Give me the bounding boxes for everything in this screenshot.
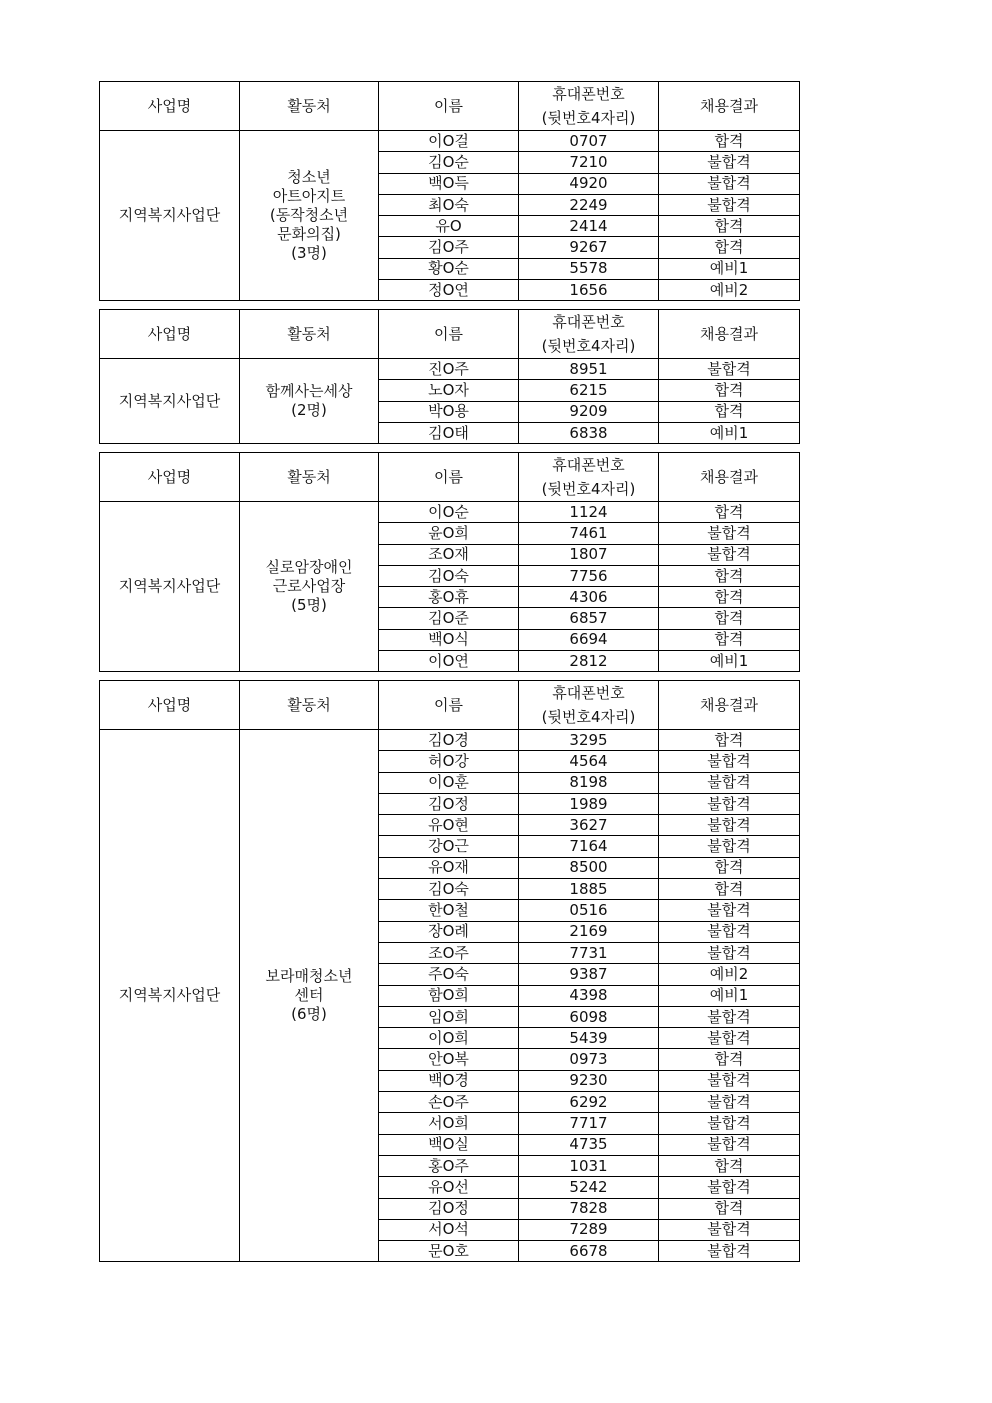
name-cell: 홍O주: [379, 1155, 519, 1176]
phone-cell: 6838: [519, 422, 659, 443]
header-phone-line1: 휴대폰번호: [552, 85, 625, 103]
phone-cell: 7828: [519, 1198, 659, 1219]
recruitment-result-table: [99, 680, 800, 1262]
phone-cell: 1124: [519, 502, 659, 523]
phone-cell: 7461: [519, 523, 659, 544]
header-phone-line1: 휴대폰번호: [552, 684, 625, 702]
phone-cell: 9230: [519, 1070, 659, 1091]
phone-cell: 6678: [519, 1241, 659, 1262]
header-phone: [519, 310, 659, 359]
name-cell: 이O훈: [379, 772, 519, 793]
header-result: 채용결과: [659, 310, 800, 359]
header-phone: [519, 82, 659, 131]
program-cell: 지역복지사업단: [100, 502, 240, 672]
header-phone-line1: 휴대폰번호: [552, 456, 625, 474]
name-cell: 윤O희: [379, 523, 519, 544]
name-cell: 김O순: [379, 152, 519, 173]
phone-cell: 6215: [519, 380, 659, 401]
result-cell: 합격: [659, 1049, 800, 1070]
name-cell: 유O선: [379, 1177, 519, 1198]
phone-cell: 6857: [519, 608, 659, 629]
phone-cell: 4564: [519, 751, 659, 772]
site-line: (5명): [291, 596, 327, 615]
name-cell: 김O숙: [379, 879, 519, 900]
result-cell: 불합격: [659, 152, 800, 173]
site-line: 센터: [294, 986, 324, 1005]
name-cell: 이O희: [379, 1028, 519, 1049]
program-cell: 지역복지사업단: [100, 730, 240, 1262]
name-cell: 김O정: [379, 1198, 519, 1219]
phone-cell: 7289: [519, 1219, 659, 1240]
header-program: 사업명: [100, 453, 240, 502]
result-cell: 합격: [659, 380, 800, 401]
result-cell: 합격: [659, 1155, 800, 1176]
name-cell: 이O연: [379, 651, 519, 672]
name-cell: 허O강: [379, 751, 519, 772]
site-line: 함께사는세상: [265, 382, 353, 401]
name-cell: 백O식: [379, 629, 519, 650]
table-row: [100, 359, 800, 380]
phone-cell: 1989: [519, 793, 659, 814]
name-cell: 김O주: [379, 237, 519, 258]
site-line: 근로사업장: [272, 577, 346, 596]
result-cell: 불합격: [659, 194, 800, 215]
header-site: 활동처: [240, 82, 379, 131]
name-cell: 최O숙: [379, 194, 519, 215]
result-cell: 불합격: [659, 1070, 800, 1091]
result-cell: 불합격: [659, 1028, 800, 1049]
site-line: 실로암장애인: [265, 558, 353, 577]
phone-cell: 1656: [519, 280, 659, 301]
name-cell: 임O희: [379, 1006, 519, 1027]
name-cell: 장O례: [379, 921, 519, 942]
phone-cell: 9387: [519, 964, 659, 985]
phone-cell: 4398: [519, 985, 659, 1006]
name-cell: 유O현: [379, 815, 519, 836]
result-cell: 불합격: [659, 1241, 800, 1262]
phone-cell: 8951: [519, 359, 659, 380]
result-cell: 예비1: [659, 651, 800, 672]
phone-cell: 2249: [519, 194, 659, 215]
phone-cell: 1031: [519, 1155, 659, 1176]
name-cell: 유O재: [379, 857, 519, 878]
site-line: (6명): [291, 1005, 327, 1024]
table-header-row: [100, 310, 800, 359]
site-cell: [240, 131, 379, 301]
result-cell: 합격: [659, 502, 800, 523]
phone-cell: 5578: [519, 258, 659, 279]
name-cell: 조O주: [379, 942, 519, 963]
header-name: 이름: [379, 681, 519, 730]
result-cell: 합격: [659, 879, 800, 900]
result-cell: 합격: [659, 608, 800, 629]
table-row: [100, 502, 800, 523]
table-header-row: [100, 681, 800, 730]
site-line: 문화의집): [277, 225, 341, 244]
recruitment-result-table: [99, 81, 800, 301]
result-cell: 불합격: [659, 921, 800, 942]
result-cell: 불합격: [659, 523, 800, 544]
name-cell: 백O경: [379, 1070, 519, 1091]
result-cell: 불합격: [659, 793, 800, 814]
header-result: 채용결과: [659, 82, 800, 131]
phone-cell: 3295: [519, 730, 659, 751]
phone-cell: 9209: [519, 401, 659, 422]
site-cell: [240, 502, 379, 672]
result-cell: 불합격: [659, 1113, 800, 1134]
phone-cell: 7756: [519, 565, 659, 586]
header-result: 채용결과: [659, 681, 800, 730]
header-site: 활동처: [240, 310, 379, 359]
name-cell: 주O숙: [379, 964, 519, 985]
table-header-row: [100, 82, 800, 131]
result-cell: 불합격: [659, 359, 800, 380]
result-cell: 불합격: [659, 1134, 800, 1155]
name-cell: 함O희: [379, 985, 519, 1006]
name-cell: 박O용: [379, 401, 519, 422]
result-cell: 불합격: [659, 1006, 800, 1027]
recruitment-result-table: [99, 452, 800, 672]
result-cell: 불합격: [659, 815, 800, 836]
recruitment-result-table: [99, 309, 800, 444]
phone-cell: 4920: [519, 173, 659, 194]
phone-cell: 4735: [519, 1134, 659, 1155]
header-program: 사업명: [100, 681, 240, 730]
program-cell: 지역복지사업단: [100, 131, 240, 301]
name-cell: 김O태: [379, 422, 519, 443]
result-cell: 예비1: [659, 985, 800, 1006]
result-cell: 합격: [659, 857, 800, 878]
name-cell: 김O준: [379, 608, 519, 629]
site-line: 청소년: [287, 168, 331, 187]
result-cell: 합격: [659, 131, 800, 152]
table-header-row: [100, 453, 800, 502]
phone-cell: 5242: [519, 1177, 659, 1198]
name-cell: 서O희: [379, 1113, 519, 1134]
phone-cell: 6292: [519, 1092, 659, 1113]
header-name: 이름: [379, 310, 519, 359]
phone-cell: 7210: [519, 152, 659, 173]
phone-cell: 0707: [519, 131, 659, 152]
phone-cell: 8500: [519, 857, 659, 878]
result-cell: 불합격: [659, 900, 800, 921]
result-cell: 불합격: [659, 1219, 800, 1240]
site-cell: [240, 359, 379, 444]
phone-cell: 2169: [519, 921, 659, 942]
header-phone: [519, 453, 659, 502]
phone-cell: 7717: [519, 1113, 659, 1134]
site-line: (2명): [291, 401, 327, 420]
result-cell: 불합격: [659, 173, 800, 194]
name-cell: 정O연: [379, 280, 519, 301]
result-cell: 불합격: [659, 1092, 800, 1113]
result-cell: 합격: [659, 237, 800, 258]
result-cell: 불합격: [659, 942, 800, 963]
result-cell: 예비1: [659, 258, 800, 279]
result-cell: 불합격: [659, 544, 800, 565]
header-site: 활동처: [240, 681, 379, 730]
header-phone-line2: (뒷번호4자리): [541, 480, 636, 498]
header-phone: [519, 681, 659, 730]
result-cell: 불합격: [659, 772, 800, 793]
header-result: 채용결과: [659, 453, 800, 502]
header-phone-line2: (뒷번호4자리): [541, 109, 636, 127]
result-cell: 합격: [659, 730, 800, 751]
result-cell: 불합격: [659, 751, 800, 772]
name-cell: 백O득: [379, 173, 519, 194]
name-cell: 유O: [379, 216, 519, 237]
result-cell: 예비2: [659, 280, 800, 301]
header-phone-line2: (뒷번호4자리): [541, 337, 636, 355]
header-phone-line2: (뒷번호4자리): [541, 708, 636, 726]
phone-cell: 8198: [519, 772, 659, 793]
name-cell: 이O순: [379, 502, 519, 523]
phone-cell: 0973: [519, 1049, 659, 1070]
name-cell: 한O철: [379, 900, 519, 921]
table-row: [100, 730, 800, 751]
site-line: 보라매청소년: [265, 967, 353, 986]
site-cell: [240, 730, 379, 1262]
phone-cell: 1807: [519, 544, 659, 565]
phone-cell: 9267: [519, 237, 659, 258]
result-cell: 불합격: [659, 1177, 800, 1198]
result-cell: 불합격: [659, 836, 800, 857]
phone-cell: 6098: [519, 1006, 659, 1027]
result-cell: 합격: [659, 401, 800, 422]
header-phone-line1: 휴대폰번호: [552, 313, 625, 331]
name-cell: 노O자: [379, 380, 519, 401]
site-line: (동작청소년: [269, 206, 349, 225]
header-program: 사업명: [100, 310, 240, 359]
name-cell: 문O호: [379, 1241, 519, 1262]
result-cell: 합격: [659, 565, 800, 586]
name-cell: 김O숙: [379, 565, 519, 586]
result-cell: 예비2: [659, 964, 800, 985]
phone-cell: 0516: [519, 900, 659, 921]
name-cell: 김O정: [379, 793, 519, 814]
name-cell: 백O실: [379, 1134, 519, 1155]
name-cell: 진O주: [379, 359, 519, 380]
header-name: 이름: [379, 453, 519, 502]
name-cell: 손O주: [379, 1092, 519, 1113]
site-line: (3명): [291, 244, 327, 263]
name-cell: 안O복: [379, 1049, 519, 1070]
phone-cell: 2414: [519, 216, 659, 237]
name-cell: 이O걸: [379, 131, 519, 152]
result-cell: 합격: [659, 629, 800, 650]
site-line: 아트아지트: [272, 187, 346, 206]
header-site: 활동처: [240, 453, 379, 502]
phone-cell: 5439: [519, 1028, 659, 1049]
name-cell: 조O재: [379, 544, 519, 565]
result-cell: 합격: [659, 216, 800, 237]
result-cell: 예비1: [659, 422, 800, 443]
table-row: [100, 131, 800, 152]
phone-cell: 2812: [519, 651, 659, 672]
phone-cell: 4306: [519, 587, 659, 608]
result-cell: 합격: [659, 587, 800, 608]
phone-cell: 6694: [519, 629, 659, 650]
name-cell: 서O석: [379, 1219, 519, 1240]
header-program: 사업명: [100, 82, 240, 131]
name-cell: 홍O휴: [379, 587, 519, 608]
name-cell: 강O근: [379, 836, 519, 857]
result-cell: 합격: [659, 1198, 800, 1219]
phone-cell: 7164: [519, 836, 659, 857]
name-cell: 김O경: [379, 730, 519, 751]
header-name: 이름: [379, 82, 519, 131]
program-cell: 지역복지사업단: [100, 359, 240, 444]
phone-cell: 1885: [519, 879, 659, 900]
phone-cell: 7731: [519, 942, 659, 963]
phone-cell: 3627: [519, 815, 659, 836]
name-cell: 황O순: [379, 258, 519, 279]
